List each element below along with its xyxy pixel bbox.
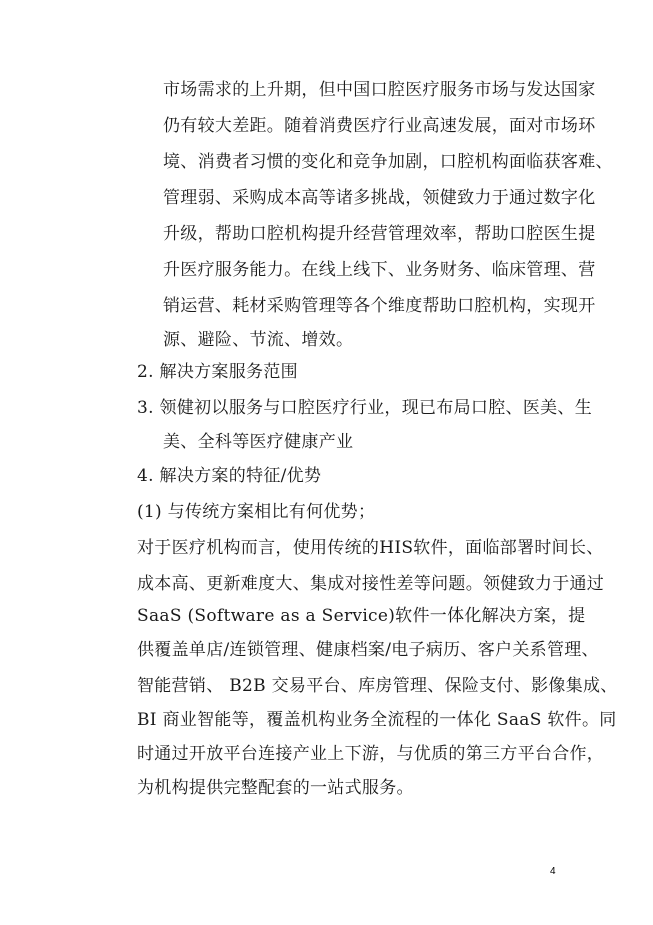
text-line: SaaS (Software as a Service)软件一体化解决方案，提 <box>137 606 586 626</box>
text-line: 成本高、更新难度大、集成对接性差等问题。领健致力于通过 <box>137 574 605 594</box>
section-heading: 2. 解决方案服务范围 <box>137 362 298 382</box>
text-line: BI 商业智能等，覆盖机构业务全流程的一体化 SaaS 软件。同 <box>137 710 617 730</box>
text-line: 供覆盖单店/连锁管理、健康档案/电子病历、客户关系管理、 <box>137 640 599 660</box>
text-line: 管理弱、采购成本高等诸多挑战，领健致力于通过数字化 <box>163 188 596 208</box>
text-line: 仍有较大差距。随着消费医疗行业高速发展，面对市场环 <box>163 116 596 136</box>
text-line: 为机构提供完整配套的一站式服务。 <box>137 778 414 798</box>
text-line: 源、避险、节流、增效。 <box>163 330 354 350</box>
text-line: 市场需求的上升期，但中国口腔医疗服务市场与发达国家 <box>163 80 596 100</box>
text-line: 销运营、耗材采购管理等各个维度帮助口腔机构，实现开 <box>163 296 596 316</box>
text-line: 对于医疗机构而言，使用传统的HIS软件，面临部署时间长、 <box>137 538 604 558</box>
text-line: 智能营销、 B2B 交易平台、库房管理、保险支付、影像集成、 <box>137 676 618 696</box>
text-line: 时通过开放平台连接产业上下游，与优质的第三方平台合作， <box>137 744 605 764</box>
list-item: 3. 领健初以服务与口腔医疗行业，现已布局口腔、医美、生 <box>137 398 593 418</box>
subsection-heading: (1) 与传统方案相比有何优势； <box>137 502 376 522</box>
section-heading: 4. 解决方案的特征/优势 <box>137 466 322 486</box>
text-line: 境、消费者习惯的变化和竞争加剧，口腔机构面临获客难、 <box>163 152 613 172</box>
page-number: 4 <box>550 866 556 877</box>
text-line: 升医疗服务能力。在线上线下、业务财务、临床管理、营 <box>163 260 596 280</box>
list-item-continuation: 美、全科等医疗健康产业 <box>163 432 354 452</box>
text-line: 升级，帮助口腔机构提升经营管理效率，帮助口腔医生提 <box>163 224 596 244</box>
